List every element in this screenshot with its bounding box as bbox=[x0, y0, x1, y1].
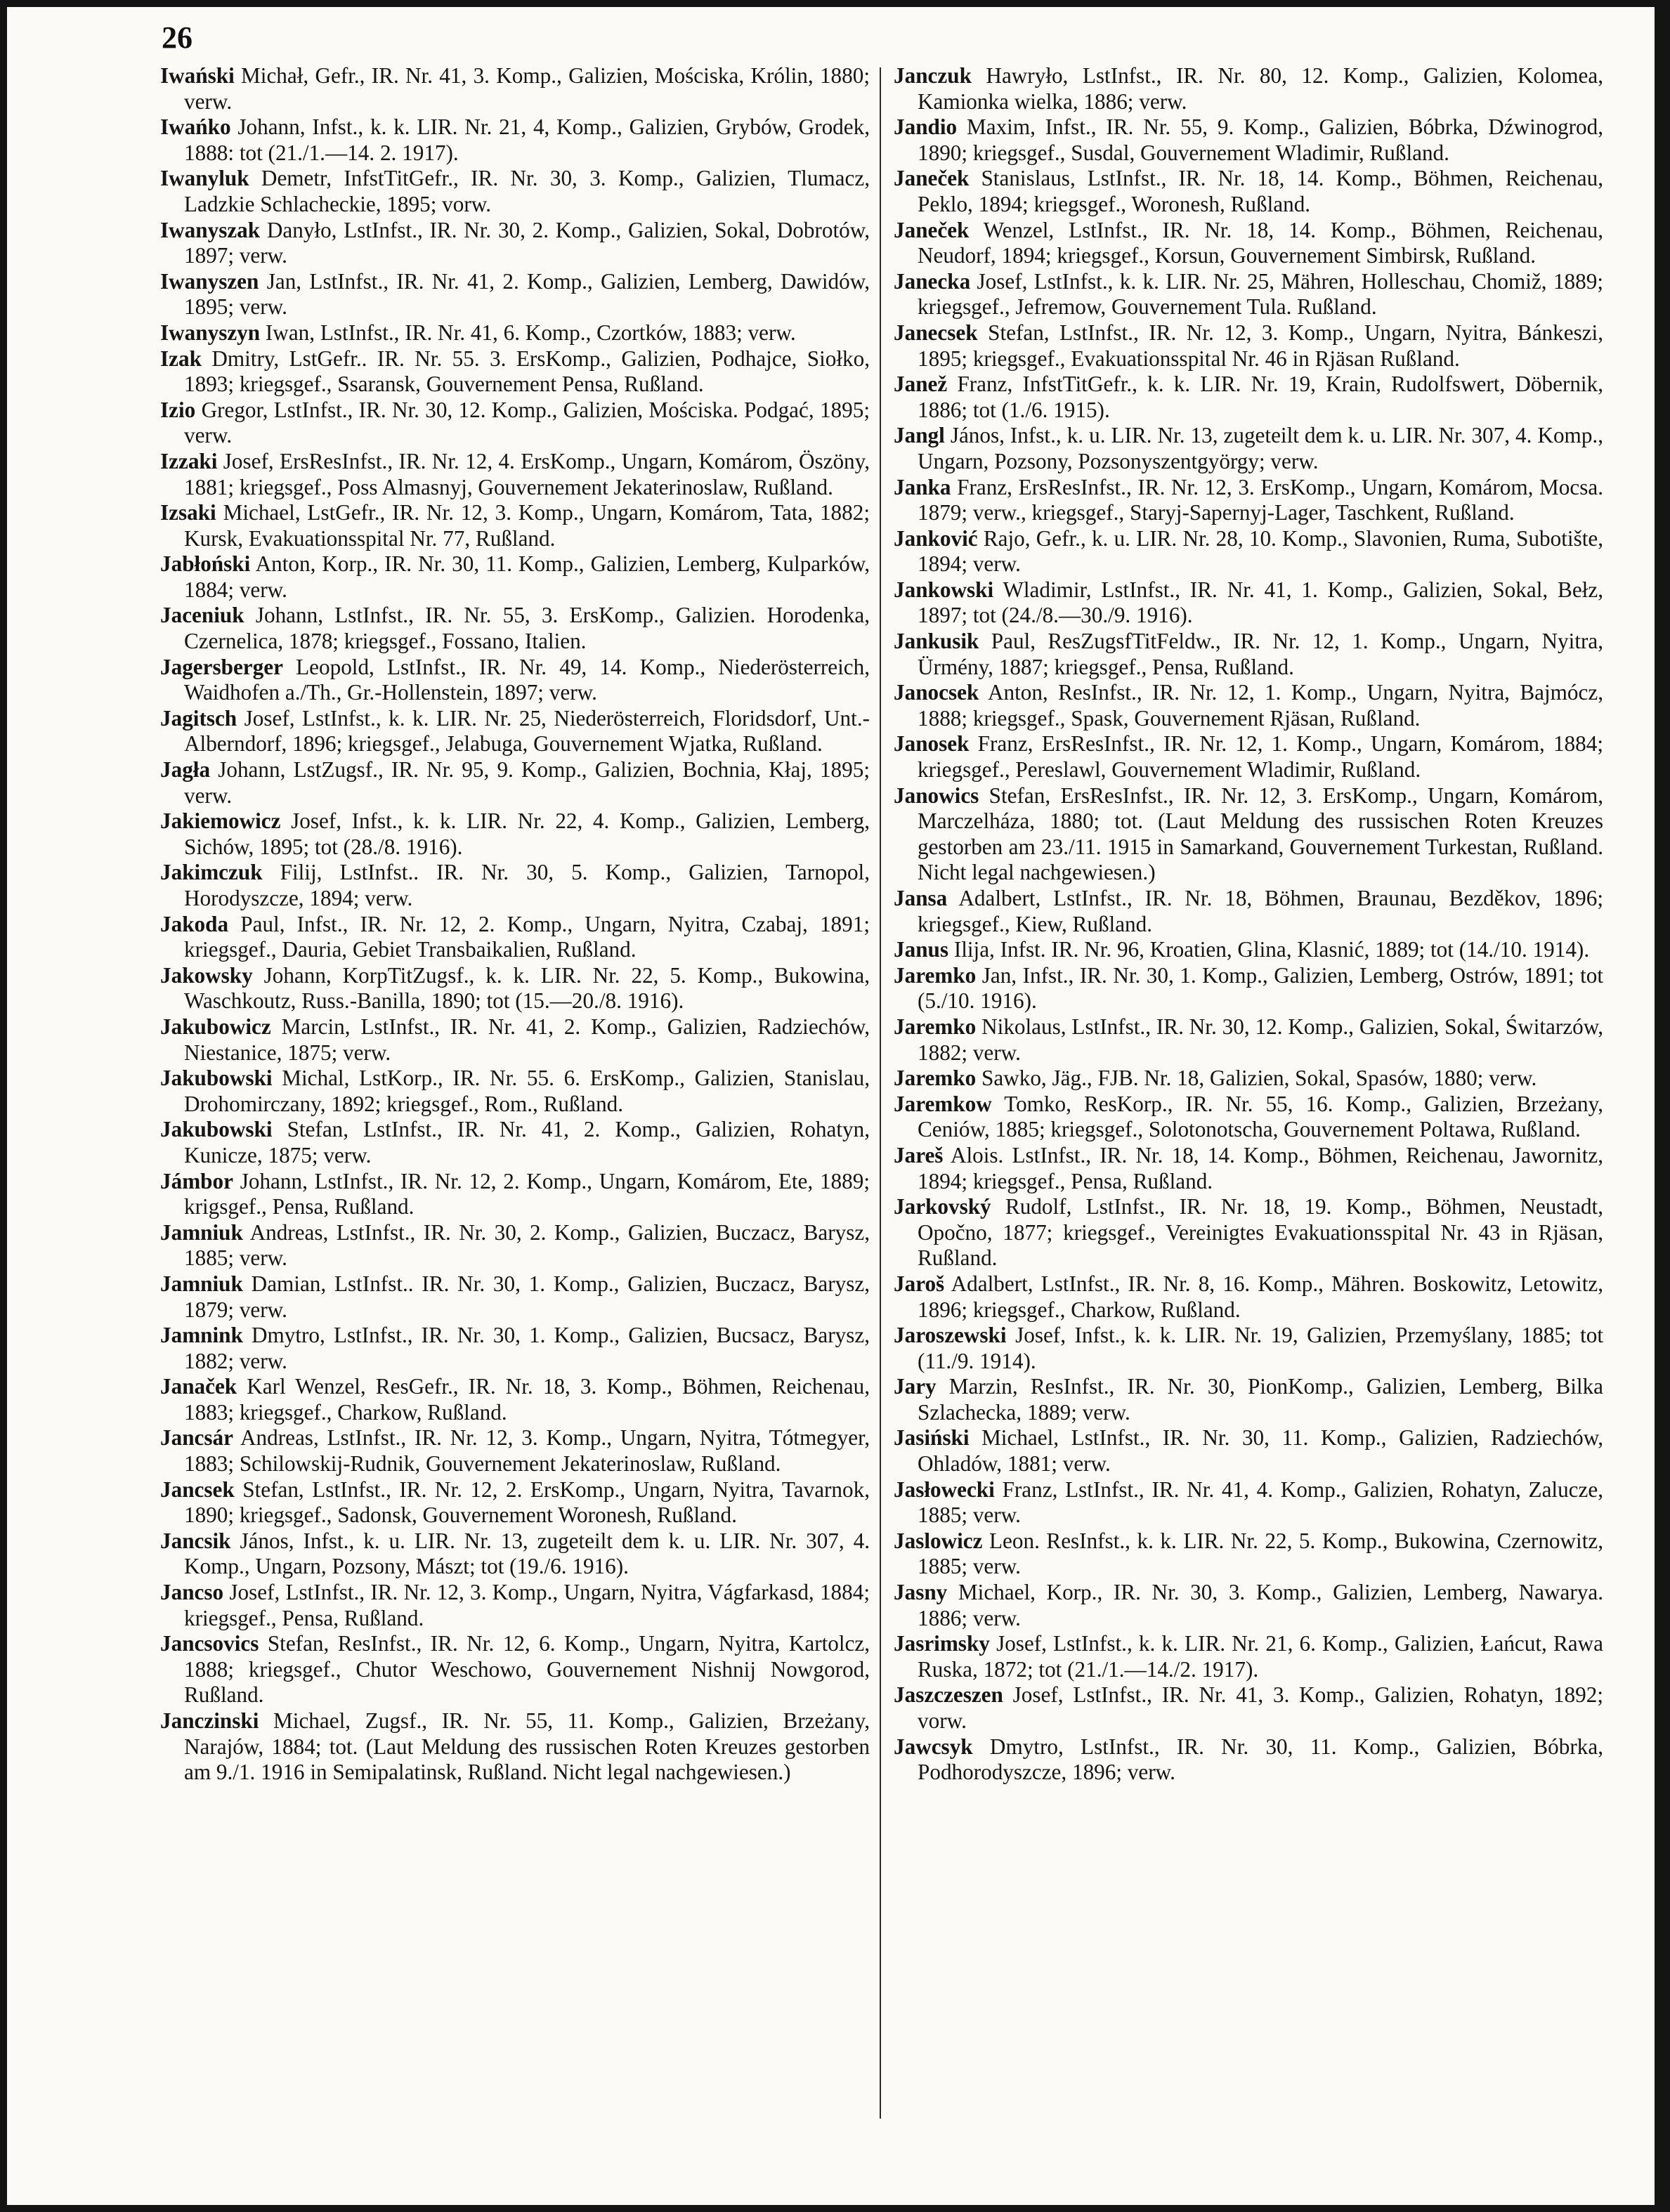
entry-details: Stefan, ErsResInfst., IR. Nr. 12, 3. ErsKomp., Ungarn, Komárom, Marczelháza, 1880; tot. (Laut Meldung des russischen Roten Kreuzes gestorben am 23./11. 1915 in Samarkand, Gouvernement Turkestan, Rußland. Nicht legal nachgewiesen.) bbox=[918, 783, 1603, 885]
entry-name: Jasny bbox=[894, 1580, 948, 1605]
entry-details: Ilija, Infst. IR. Nr. 96, Kroatien, Glina, Klasnić, 1889; tot (14./10. 1914). bbox=[953, 937, 1590, 962]
entry-name: Jancso bbox=[160, 1580, 224, 1605]
page-number: 26 bbox=[162, 20, 193, 55]
entry-details: Michael, Korp., IR. Nr. 30, 3. Komp., Galizien, Lemberg, Nawarya. 1886; verw. bbox=[918, 1580, 1603, 1630]
list-entry bbox=[894, 1734, 1603, 1786]
entry-name: Jaremko bbox=[894, 962, 977, 988]
list-entry bbox=[894, 1529, 1603, 1580]
entry-name: Jakoda bbox=[160, 911, 229, 936]
list-entry bbox=[894, 320, 1603, 372]
list-entry bbox=[160, 1529, 870, 1580]
entry-name: Jámbor bbox=[160, 1168, 233, 1193]
list-entry bbox=[894, 63, 1603, 114]
entry-name: Izzaki bbox=[160, 448, 218, 473]
entry-details: Adalbert, LstInfst., IR. Nr. 18, Böhmen, Braunau, Bezděkov, 1896; kriegsgef., Kiew, Rußland. bbox=[918, 886, 1604, 936]
list-entry bbox=[894, 1092, 1603, 1143]
entry-name: Izak bbox=[160, 346, 202, 371]
list-entry bbox=[160, 1323, 870, 1374]
entry-name: Jankusik bbox=[894, 629, 979, 654]
entry-name: Jakimczuk bbox=[160, 860, 263, 885]
entry-name: Jakubowski bbox=[160, 1066, 273, 1091]
entry-name: Jaremkow bbox=[894, 1091, 992, 1116]
page bbox=[7, 7, 1655, 2205]
entry-name: Janecsek bbox=[894, 320, 978, 345]
entry-name: Janosek bbox=[894, 731, 970, 757]
list-entry bbox=[160, 269, 870, 320]
entry-details: János, Infst., k. u. LIR. Nr. 13, zugeteilt dem k. u. LIR. Nr. 307, 4. Komp., Ungarn, Pozsony, Pozsonyszentgyörgy; verw. bbox=[918, 423, 1604, 473]
entry-details: Dmytro, LstInfst., IR. Nr. 30, 1. Komp., Galizien, Bucsacz, Barysz, 1882; verw. bbox=[184, 1323, 870, 1373]
entry-details: János, Infst., k. u. LIR. Nr. 13, zugeteilt dem k. u. LIR. Nr. 307, 4. Komp., Ungarn, Pozsony, Mászt; tot (19./6. 1916). bbox=[184, 1528, 870, 1579]
entry-name: Izio bbox=[160, 397, 196, 422]
entry-name: Jaremko bbox=[894, 1014, 977, 1039]
entry-details: Dmitry, LstGefr.. IR. Nr. 55. 3. ErsKomp., Galizien, Podhajce, Siołko, 1893; kriegsgef., Ssaransk, Gouvernement Pensa, Rußland. bbox=[184, 346, 870, 397]
entry-name: Jaroš bbox=[894, 1271, 945, 1296]
entry-name: Janus bbox=[894, 937, 949, 962]
list-entry bbox=[894, 937, 1603, 963]
entry-name: Jamniuk bbox=[160, 1219, 243, 1245]
entry-name: Jawcsyk bbox=[894, 1734, 973, 1759]
list-entry bbox=[160, 655, 870, 706]
entry-name: Jaszczeszen bbox=[894, 1682, 1003, 1708]
list-entry bbox=[894, 680, 1603, 731]
entry-details: Michal, LstKorp., IR. Nr. 55. 6. ErsKomp., Galizien, Stanislau, Drohomirczany, 1892; kriegsgef., Rom., Rußland. bbox=[184, 1066, 870, 1116]
list-entry bbox=[894, 1014, 1603, 1066]
entry-name: Janeček bbox=[894, 217, 970, 242]
entry-name: Janaček bbox=[160, 1374, 237, 1399]
entry-details: Franz, LstInfst., IR. Nr. 41, 4. Komp., Galizien, Rohatyn, Zalucze, 1885; verw. bbox=[918, 1477, 1604, 1528]
entry-details: Jan, LstInfst., IR. Nr. 41, 2. Komp., Galizien, Lemberg, Dawidów, 1895; verw. bbox=[184, 268, 870, 320]
entry-details: Johann, LstInfst., IR. Nr. 12, 2. Komp., Ungarn, Komárom, Ete, 1889; krigsgef., Pensa, Rußland. bbox=[184, 1168, 870, 1219]
list-entry bbox=[160, 912, 870, 963]
list-entry bbox=[894, 1066, 1603, 1092]
list-entry bbox=[894, 1682, 1603, 1734]
entry-name: Janocsek bbox=[894, 680, 979, 705]
list-entry bbox=[894, 372, 1603, 423]
entry-name: Jaceniuk bbox=[160, 603, 244, 628]
entry-name: Jaroszewski bbox=[894, 1323, 1007, 1348]
list-entry bbox=[160, 398, 870, 449]
list-entry bbox=[894, 526, 1603, 577]
entry-name: Iwanyszak bbox=[160, 217, 261, 242]
entry-name: Janeček bbox=[894, 166, 970, 191]
list-entry bbox=[160, 218, 870, 269]
list-entry bbox=[894, 218, 1603, 269]
entry-name: Jankowski bbox=[894, 577, 994, 602]
entry-name: Izsaki bbox=[160, 500, 216, 525]
entry-name: Jakiemowicz bbox=[160, 809, 281, 834]
entry-name: Jaremko bbox=[894, 1066, 977, 1091]
list-entry bbox=[160, 706, 870, 757]
list-entry bbox=[160, 551, 870, 603]
list-entry bbox=[160, 1066, 870, 1117]
entry-details: Josef, LstInfst., IR. Nr. 12, 3. Komp., Ungarn, Nyitra, Vágfarkasd, 1884; kriegsgef., Pensa, Rußland. bbox=[184, 1580, 870, 1630]
list-entry bbox=[160, 1708, 870, 1786]
list-entry bbox=[160, 500, 870, 551]
list-entry bbox=[894, 629, 1603, 680]
entry-details: Rajo, Gefr., k. u. LIR. Nr. 28, 10. Komp., Slavonien, Ruma, Subotište, 1894; verw. bbox=[918, 525, 1604, 577]
entry-name: Jancsik bbox=[160, 1528, 231, 1553]
entry-details: Josef, Infst., k. k. LIR. Nr. 19, Galizien, Przemyślany, 1885; tot (11./9. 1914). bbox=[918, 1323, 1603, 1373]
entry-name: Jancsek bbox=[160, 1477, 235, 1502]
entry-details: Filij, LstInfst.. IR. Nr. 30, 5. Komp., Galizien, Tarnopol, Horodyszcze, 1894; verw. bbox=[184, 860, 870, 910]
entry-details: Paul, Infst., IR. Nr. 12, 2. Komp., Ungarn, Nyitra, Czabaj, 1891; kriegsgef., Dauria, Gebiet Transbaikalien, Rußland. bbox=[184, 911, 870, 962]
entry-details: Stefan, ResInfst., IR. Nr. 12, 6. Komp., Ungarn, Nyitra, Kartolcz, 1888; kriegsgef., Chutor Weschowo, Gouvernement Nishnij Nowgorod, Rußland. bbox=[184, 1631, 870, 1708]
entry-name: Jasiński bbox=[894, 1425, 970, 1451]
entry-details: Anton, ResInfst., IR. Nr. 12, 1. Komp., Ungarn, Nyitra, Bajmócz, 1888; kriegsgef., Spask, Gouvernement Rjäsan, Rußland. bbox=[918, 680, 1603, 731]
entry-details: Josef, LstInfst., IR. Nr. 41, 3. Komp., Galizien, Rohatyn, 1892; vorw. bbox=[918, 1682, 1603, 1733]
entry-details: Michael, Zugsf., IR. Nr. 55, 11. Komp., Galizien, Brzeżany, Narajów, 1884; tot. (Laut Meldung des russischen Roten Kreuzes gestorben am 9./1. 1916 in Semipalatinsk, Rußland. Nicht legal nachgewiesen.) bbox=[184, 1708, 870, 1785]
list-entry bbox=[160, 809, 870, 860]
entry-details: Josef, ErsResInfst., IR. Nr. 12, 4. ErsKomp., Ungarn, Komárom, Öszöny, 1881; kriegsgef., Poss Almasnyj, Gouvernement Jekaterinoslaw, Rußland. bbox=[184, 448, 870, 499]
entry-name: Janczinski bbox=[160, 1708, 259, 1733]
list-entry bbox=[894, 1374, 1603, 1425]
entry-name: Iwanyluk bbox=[160, 166, 249, 191]
entry-details: Tomko, ResKorp., IR. Nr. 55, 16. Komp., Galizien, Brzeżany, Ceniów, 1885; kriegsgef., Solotonotscha, Gouvernement Poltawa, Rußland. bbox=[918, 1091, 1604, 1142]
entry-name: Jary bbox=[894, 1374, 937, 1399]
entry-name: Jagersberger bbox=[160, 654, 283, 679]
list-entry bbox=[160, 1631, 870, 1708]
entry-name: Iwanyszen bbox=[160, 268, 259, 294]
list-entry bbox=[160, 757, 870, 809]
list-entry bbox=[160, 1220, 870, 1271]
entry-details: Wladimir, LstInfst., IR. Nr. 41, 1. Komp., Galizien, Sokal, Bełz, 1897; tot (24./8.—30./9. 1916). bbox=[918, 577, 1603, 628]
entry-name: Janczuk bbox=[894, 63, 972, 88]
entry-details: Andreas, LstInfst., IR. Nr. 30, 2. Komp., Galizien, Buczacz, Barysz, 1885; verw. bbox=[184, 1219, 870, 1271]
list-entry bbox=[160, 1425, 870, 1477]
entry-name: Jamnink bbox=[160, 1323, 243, 1348]
list-entry bbox=[160, 1169, 870, 1220]
entry-details: Adalbert, LstInfst., IR. Nr. 8, 16. Komp., Mähren. Boskowitz, Letowitz, 1896; kriegsgef., Charkow, Rußland. bbox=[918, 1271, 1604, 1322]
list-entry bbox=[160, 1580, 870, 1631]
list-entry bbox=[160, 346, 870, 398]
entry-details: Marcin, LstInfst., IR. Nr. 41, 2. Komp., Galizien, Radziechów, Niestanice, 1875; verw. bbox=[184, 1014, 870, 1065]
entry-details: Iwan, LstInfst., IR. Nr. 41, 6. Komp., Czortków, 1883; verw. bbox=[265, 320, 796, 345]
entry-name: Jasrimsky bbox=[894, 1631, 990, 1656]
list-entry bbox=[160, 320, 870, 346]
list-entry bbox=[160, 603, 870, 654]
list-entry bbox=[894, 423, 1603, 474]
entry-details: Danyło, LstInfst., IR. Nr. 30, 2. Komp., Galizien, Sokal, Dobrotów, 1897; verw. bbox=[184, 217, 870, 268]
list-entry bbox=[160, 860, 870, 911]
entry-details: Wenzel, LstInfst., IR. Nr. 18, 14. Komp., Böhmen, Reichenau, Neudorf, 1894; kriegsgef., Korsun, Gouvernement Simbirsk, Rußland. bbox=[918, 217, 1604, 268]
entry-name: Jandio bbox=[894, 114, 958, 140]
entry-name: Janowics bbox=[894, 783, 979, 808]
list-entry bbox=[160, 1271, 870, 1323]
entry-details: Sawko, Jäg., FJB. Nr. 18, Galizien, Sokal, Spasów, 1880; verw. bbox=[981, 1066, 1537, 1091]
entry-details: Karl Wenzel, ResGefr., IR. Nr. 18, 3. Komp., Böhmen, Reichenau, 1883; kriegsgef., Charkow, Rußland. bbox=[184, 1374, 870, 1425]
entry-details: Dmytro, LstInfst., IR. Nr. 30, 11. Komp., Galizien, Bóbrka, Podhorodyszcze, 1896; verw. bbox=[918, 1734, 1603, 1785]
entry-details: Paul, ResZugsfTitFeldw., IR. Nr. 12, 1. Komp., Ungarn, Nyitra, Ürmény, 1887; kriegsgef., Pensa, Rußland. bbox=[918, 629, 1604, 679]
entry-details: Rudolf, LstInfst., IR. Nr. 18, 19. Komp., Böhmen, Neustadt, Opočno, 1877; kriegsgef., Vereinigtes Evakuationsspital Nr. 43 in Rjäsan, Rußland. bbox=[918, 1194, 1603, 1271]
right-column bbox=[894, 63, 1603, 1786]
list-entry bbox=[160, 449, 870, 500]
entry-details: Stefan, LstInfst., IR. Nr. 12, 2. ErsKomp., Ungarn, Nyitra, Tavarnok, 1890; kriegsgef., Sadonsk, Gouvernement Woronesh, Rußland. bbox=[184, 1477, 870, 1528]
entry-details: Andreas, LstInfst., IR. Nr. 12, 3. Komp., Ungarn, Nyitra, Tótmegyer, 1883; Schilowskij-Rudnik, Gouvernement Jekaterinoslaw, Rußland. bbox=[184, 1425, 870, 1477]
entry-details: Marzin, ResInfst., IR. Nr. 30, PionKomp., Galizien, Lemberg, Bilka Szlachecka, 1889; verw. bbox=[918, 1374, 1604, 1425]
entry-name: Jarkovský bbox=[894, 1194, 991, 1219]
entry-details: Stefan, LstInfst., IR. Nr. 41, 2. Komp., Galizien, Rohatyn, Kunicze, 1875; verw. bbox=[184, 1117, 870, 1167]
entry-name: Jancsovics bbox=[160, 1631, 259, 1656]
entry-name: Jangl bbox=[894, 423, 945, 448]
list-entry bbox=[894, 1271, 1603, 1323]
entry-details: Franz, ErsResInfst., IR. Nr. 12, 3. ErsKomp., Ungarn, Komárom, Mocsa. 1879; verw., kriegsgef., Staryj-Sapernyj-Lager, Taschkent, Rußland. bbox=[918, 474, 1604, 525]
entry-name: Jakubowicz bbox=[160, 1014, 271, 1039]
list-entry bbox=[160, 963, 870, 1014]
entry-name: Jaslowicz bbox=[894, 1528, 983, 1553]
left-column bbox=[160, 63, 870, 1786]
list-entry bbox=[894, 1477, 1603, 1529]
entry-name: Janković bbox=[894, 525, 978, 551]
entry-name: Janecka bbox=[894, 268, 971, 294]
entry-details: Hawryło, LstInfst., IR. Nr. 80, 12. Komp., Galizien, Kolomea, Kamionka wielka, 1886; verw. bbox=[918, 63, 1603, 114]
list-entry bbox=[160, 1117, 870, 1168]
entry-name: Jakubowski bbox=[160, 1117, 273, 1142]
column-divider bbox=[880, 67, 881, 2119]
list-entry bbox=[894, 114, 1603, 166]
entry-details: Josef, LstInfst., k. k. LIR. Nr. 25, Mähren, Holleschau, Chomiž, 1889; kriegsgef., Jefremow, Gouvernement Tula. Rußland. bbox=[918, 268, 1604, 320]
entry-name: Jamniuk bbox=[160, 1271, 243, 1296]
list-entry bbox=[894, 269, 1603, 320]
entry-name: Jansa bbox=[894, 886, 948, 910]
entry-details: Demetr, InfstTitGefr., IR. Nr. 30, 3. Komp., Galizien, Tlumacz, Ladzkie Schlacheckie, 1895; vorw. bbox=[184, 166, 870, 216]
list-entry bbox=[894, 1194, 1603, 1271]
entry-details: Josef, Infst., k. k. LIR. Nr. 22, 4. Komp., Galizien, Lemberg, Sichów, 1895; tot (28./8. 1916). bbox=[184, 809, 870, 859]
list-entry bbox=[160, 1374, 870, 1425]
entry-name: Janka bbox=[894, 474, 951, 499]
list-entry bbox=[160, 1477, 870, 1529]
entry-details: Nikolaus, LstInfst., IR. Nr. 30, 12. Komp., Galizien, Sokal, Świtarzów, 1882; verw. bbox=[918, 1014, 1604, 1065]
entry-details: Stefan, LstInfst., IR. Nr. 12, 3. Komp., Ungarn, Nyitra, Bánkeszi, 1895; kriegsgef., Evakuationsspital Nr. 46 in Rjäsan Rußland. bbox=[918, 320, 1604, 371]
list-entry bbox=[894, 166, 1603, 217]
entry-name: Jakowsky bbox=[160, 962, 253, 988]
entry-name: Iwański bbox=[160, 63, 235, 88]
entry-details: Stanislaus, LstInfst., IR. Nr. 18, 14. Komp., Böhmen, Reichenau, Peklo, 1894; kriegsgef., Woronesh, Rußland. bbox=[918, 166, 1604, 216]
list-entry bbox=[894, 886, 1603, 937]
list-entry bbox=[894, 963, 1603, 1014]
entry-details: Michael, LstGefr., IR. Nr. 12, 3. Komp., Ungarn, Komárom, Tata, 1882; Kursk, Evakuationsspital Nr. 77, Rußland. bbox=[184, 500, 870, 551]
entry-name: Jasłowecki bbox=[894, 1477, 995, 1502]
list-entry bbox=[894, 1425, 1603, 1477]
entry-details: Michał, Gefr., IR. Nr. 41, 3. Komp., Galizien, Mościska, Królin, 1880; verw. bbox=[184, 63, 870, 114]
entry-details: Josef, LstInfst., k. k. LIR. Nr. 21, 6. Komp., Galizien, Łańcut, Rawa Ruska, 1872; tot (21./1.—14./2. 1917). bbox=[918, 1631, 1603, 1682]
list-entry bbox=[160, 114, 870, 166]
entry-details: Johann, KorpTitZugsf., k. k. LIR. Nr. 22, 5. Komp., Bukowina, Waschkoutz, Russ.-Banilla, 1890; tot (15.—20./8. 1916). bbox=[184, 962, 870, 1014]
list-entry bbox=[160, 166, 870, 217]
list-entry bbox=[160, 63, 870, 114]
list-entry bbox=[894, 1143, 1603, 1194]
entry-name: Iwańko bbox=[160, 114, 231, 140]
entry-name: Jabłoński bbox=[160, 551, 251, 577]
entry-details: Anton, Korp., IR. Nr. 30, 11. Komp., Galizien, Lemberg, Kulparków, 1884; verw. bbox=[184, 551, 870, 602]
list-entry bbox=[894, 1580, 1603, 1631]
entry-details: Franz, InfstTitGefr., k. k. LIR. Nr. 19, Krain, Rudolfswert, Döbernik, 1886; tot (1./6. 1915). bbox=[918, 372, 1603, 422]
list-entry bbox=[894, 1323, 1603, 1374]
entry-details: Josef, LstInfst., k. k. LIR. Nr. 25, Niederösterreich, Floridsdorf, Unt.-Alberndorf, 1896; kriegsgef., Jelabuga, Gouvernement Wjatka, Rußland. bbox=[184, 705, 870, 757]
entry-details: Maxim, Infst., IR. Nr. 55, 9. Komp., Galizien, Bóbrka, Dźwinogrod, 1890; kriegsgef., Susdal, Gouvernement Wladimir, Rußland. bbox=[918, 114, 1603, 165]
list-entry bbox=[894, 783, 1603, 886]
entry-details: Leon. ResInfst., k. k. LIR. Nr. 22, 5. Komp., Bukowina, Czernowitz, 1885; verw. bbox=[918, 1528, 1603, 1579]
list-entry bbox=[894, 475, 1603, 526]
entry-name: Jagitsch bbox=[160, 705, 237, 731]
list-entry bbox=[894, 577, 1603, 629]
entry-details: Franz, ErsResInfst., IR. Nr. 12, 1. Komp., Ungarn, Komárom, 1884; kriegsgef., Pereslawl, Gouvernement Wladimir, Rußland. bbox=[918, 731, 1604, 783]
entry-details: Leopold, LstInfst., IR. Nr. 49, 14. Komp., Niederösterreich, Waidhofen a./Th., Gr.-Hollenstein, 1897; verw. bbox=[184, 654, 870, 705]
entry-name: Jareš bbox=[894, 1142, 944, 1167]
entry-details: Johann, Infst., k. k. LIR. Nr. 21, 4, Komp., Galizien, Grybów, Grodek, 1888: tot (21./1.—14. 2. 1917). bbox=[184, 114, 870, 165]
list-entry bbox=[894, 1631, 1603, 1682]
entry-name: Jancsár bbox=[160, 1425, 233, 1451]
entry-details: Michael, LstInfst., IR. Nr. 30, 11. Komp., Galizien, Radziechów, Ohladów, 1881; verw. bbox=[918, 1425, 1604, 1477]
entry-details: Alois. LstInfst., IR. Nr. 18, 14. Komp., Böhmen, Reichenau, Jawornitz, 1894; kriegsgef., Pensa, Rußland. bbox=[918, 1142, 1603, 1193]
entry-name: Iwanyszyn bbox=[160, 320, 261, 345]
entry-name: Jagła bbox=[160, 757, 211, 783]
list-entry bbox=[894, 731, 1603, 783]
entry-name: Janež bbox=[894, 372, 948, 397]
entry-details: Johann, LstZugsf., IR. Nr. 95, 9. Komp., Galizien, Bochnia, Kłaj, 1895; verw. bbox=[184, 757, 870, 808]
entry-details: Johann, LstInfst., IR. Nr. 55, 3. ErsKomp., Galizien. Horodenka, Czernelica, 1878; kriegsgef., Fossano, Italien. bbox=[184, 603, 870, 654]
entry-details: Jan, Infst., IR. Nr. 30, 1. Komp., Galizien, Lemberg, Ostrów, 1891; tot (5./10. 1916). bbox=[918, 962, 1603, 1014]
entry-details: Gregor, LstInfst., IR. Nr. 30, 12. Komp., Galizien, Mościska. Podgać, 1895; verw. bbox=[184, 397, 870, 448]
list-entry bbox=[160, 1014, 870, 1066]
entry-details: Damian, LstInfst.. IR. Nr. 30, 1. Komp., Galizien, Buczacz, Barysz, 1879; verw. bbox=[184, 1271, 870, 1322]
